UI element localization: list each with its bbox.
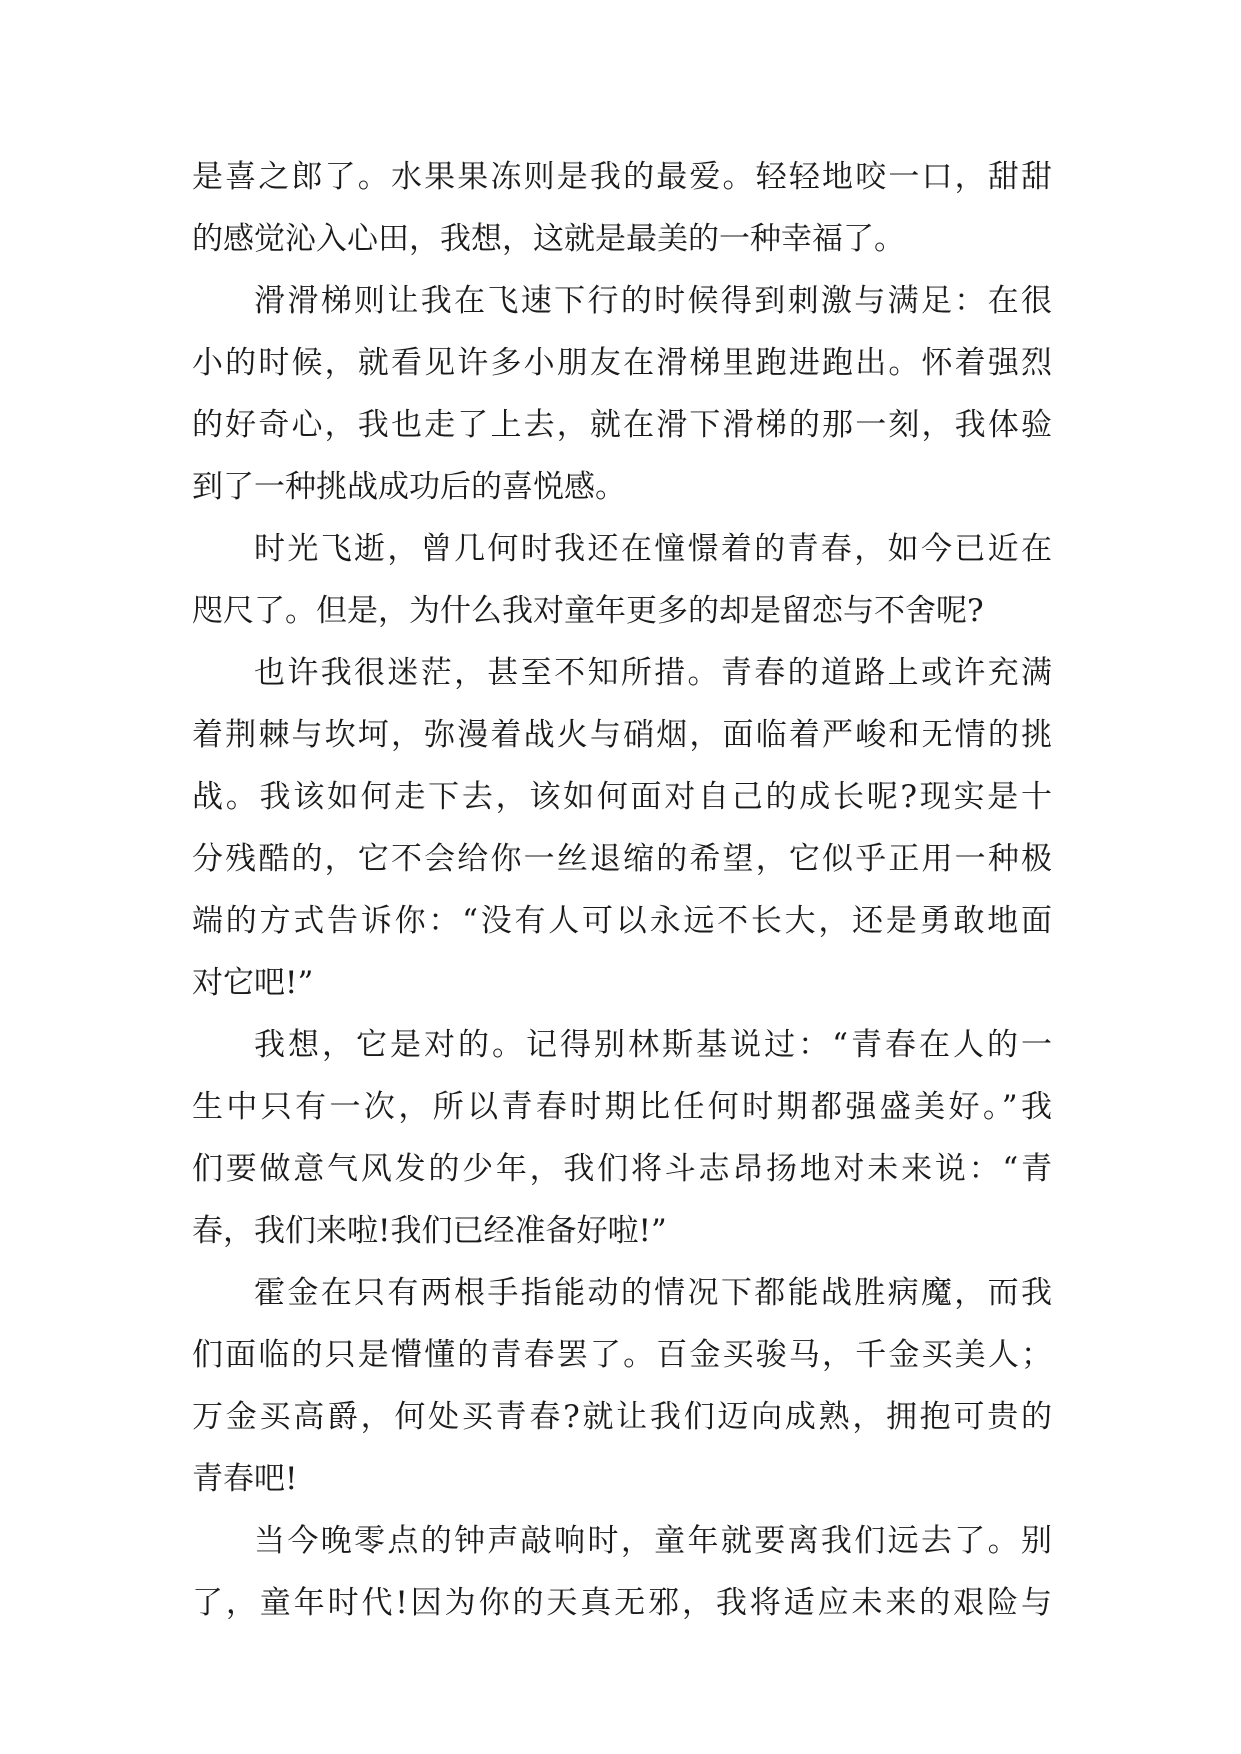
text-line: 了，童年时代!因为你的天真无邪，我将适应未来的艰险与 bbox=[192, 1585, 1052, 1621]
text-line: 霍金在只有两根手指能动的情况下都能战胜病魔，而我 bbox=[254, 1275, 1052, 1311]
text-line: 端的方式告诉你：“没有人可以永远不长大，还是勇敢地面 bbox=[192, 903, 1052, 939]
text-line: 着荆棘与坎坷，弥漫着战火与硝烟，面临着严峻和无情的挑 bbox=[192, 717, 1052, 753]
text-line: 春，我们来啦!我们已经准备好啦!” bbox=[192, 1213, 667, 1249]
text-line: 时光飞逝，曾几何时我还在憧憬着的青春，如今已近在 bbox=[254, 531, 1052, 567]
text-line: 是喜之郎了。水果果冻则是我的最爱。轻轻地咬一口，甜甜 bbox=[192, 159, 1052, 195]
text-line: 生中只有一次，所以青春时期比任何时期都强盛美好。”我 bbox=[192, 1089, 1052, 1125]
text-line: 当今晚零点的钟声敲响时，童年就要离我们远去了。别 bbox=[254, 1523, 1052, 1559]
text-line: 对它吧!” bbox=[192, 965, 314, 1001]
text-line: 我想，它是对的。记得别林斯基说过：“青春在人的一 bbox=[254, 1027, 1052, 1063]
text-line: 到了一种挑战成功后的喜悦感。 bbox=[192, 469, 626, 505]
text-line: 也许我很迷茫，甚至不知所措。青春的道路上或许充满 bbox=[254, 655, 1052, 691]
text-line: 小的时候，就看见许多小朋友在滑梯里跑进跑出。怀着强烈 bbox=[192, 345, 1052, 381]
text-line: 们面临的只是懵懂的青春罢了。百金买骏马，千金买美人； bbox=[192, 1337, 1052, 1373]
text-line: 的感觉沁入心田，我想，这就是最美的一种幸福了。 bbox=[192, 221, 905, 257]
text-line: 万金买高爵，何处买青春?就让我们迈向成熟，拥抱可贵的 bbox=[192, 1399, 1052, 1435]
text-line: 们要做意气风发的少年，我们将斗志昂扬地对未来说：“青 bbox=[192, 1151, 1052, 1187]
text-line: 战。我该如何走下去，该如何面对自己的成长呢?现实是十 bbox=[192, 779, 1052, 815]
text-line: 咫尺了。但是，为什么我对童年更多的却是留恋与不舍呢? bbox=[192, 593, 984, 629]
body-text bbox=[192, 146, 1052, 1634]
text-line: 分残酷的，它不会给你一丝退缩的希望，它似乎正用一种极 bbox=[192, 841, 1052, 877]
text-line: 的好奇心，我也走了上去，就在滑下滑梯的那一刻，我体验 bbox=[192, 407, 1052, 443]
text-line: 青春吧! bbox=[192, 1461, 298, 1497]
text-line: 滑滑梯则让我在飞速下行的时候得到刺激与满足：在很 bbox=[254, 283, 1052, 319]
